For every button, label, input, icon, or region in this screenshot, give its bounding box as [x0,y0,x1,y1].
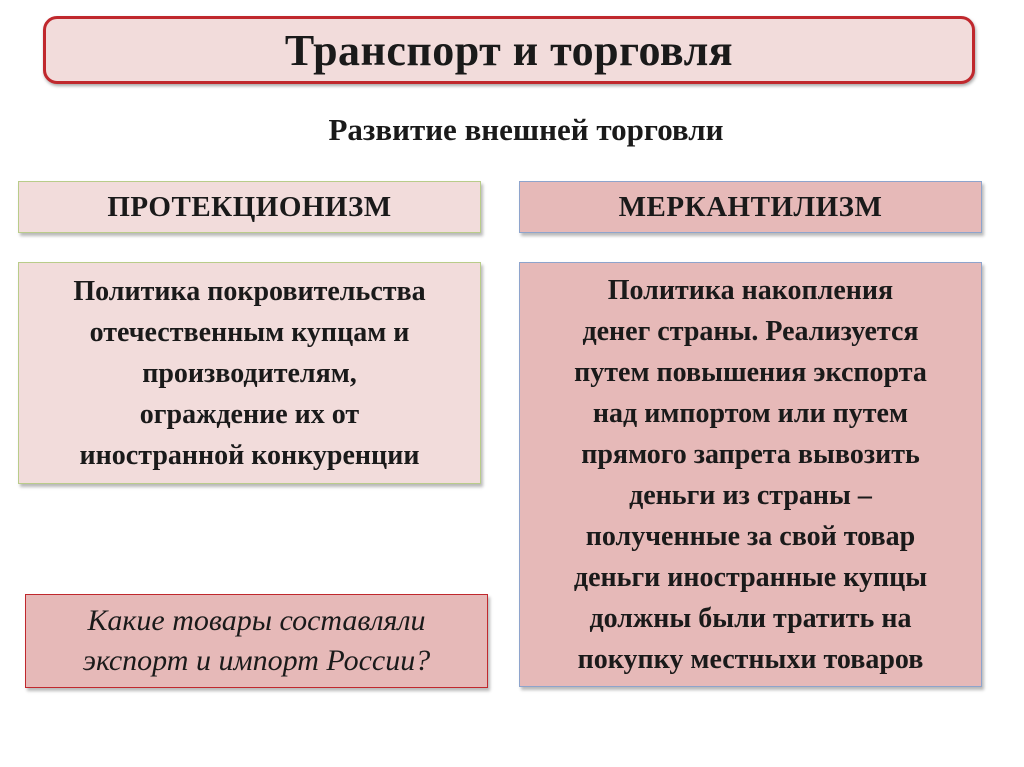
protectionism-definition [73,271,425,476]
definition-line: денег страны. Реализуется [582,315,919,347]
definition-line: ограждение их от [139,398,360,430]
definition-line: деньги иностранные купцы [573,561,928,593]
definition-line: Политика накопления [607,274,894,306]
mercantilism-definition [574,270,927,680]
mercantilism-definition-box [519,262,982,687]
definition-line: путем повышения экспорта [574,356,927,388]
question-text [83,601,431,681]
protectionism-definition-box [18,262,481,484]
definition-line: прямого запрета вывозить [581,438,920,470]
subtitle: Развитие внешней торговли [328,112,724,147]
question-box [25,594,488,688]
definition-line: должны были тратить на [589,602,912,634]
definition-line: полученные за свой товар [585,520,916,552]
protectionism-heading: ПРОТЕКЦИОНИЗМ [107,190,392,223]
question-line: экспорт и импорт России? [82,644,431,677]
definition-line: иностранной конкуренции [79,439,420,471]
mercantilism-heading: МЕРКАНТИЛИЗМ [618,190,883,223]
definition-line: покупку местныхи товаров [577,643,924,675]
definition-line: производителям, [142,357,357,389]
definition-line: над импортом или путем [592,397,909,429]
mercantilism-heading-box [519,181,982,233]
definition-line: Политика покровительства [73,275,426,307]
question-line: Какие товары составляли [87,604,426,637]
definition-line: отечественным купцам и [89,316,410,348]
protectionism-heading-box [18,181,481,233]
title-banner [43,16,975,84]
definition-line: деньги из страны – [629,479,872,511]
page-title: Транспорт и торговля [284,25,734,75]
